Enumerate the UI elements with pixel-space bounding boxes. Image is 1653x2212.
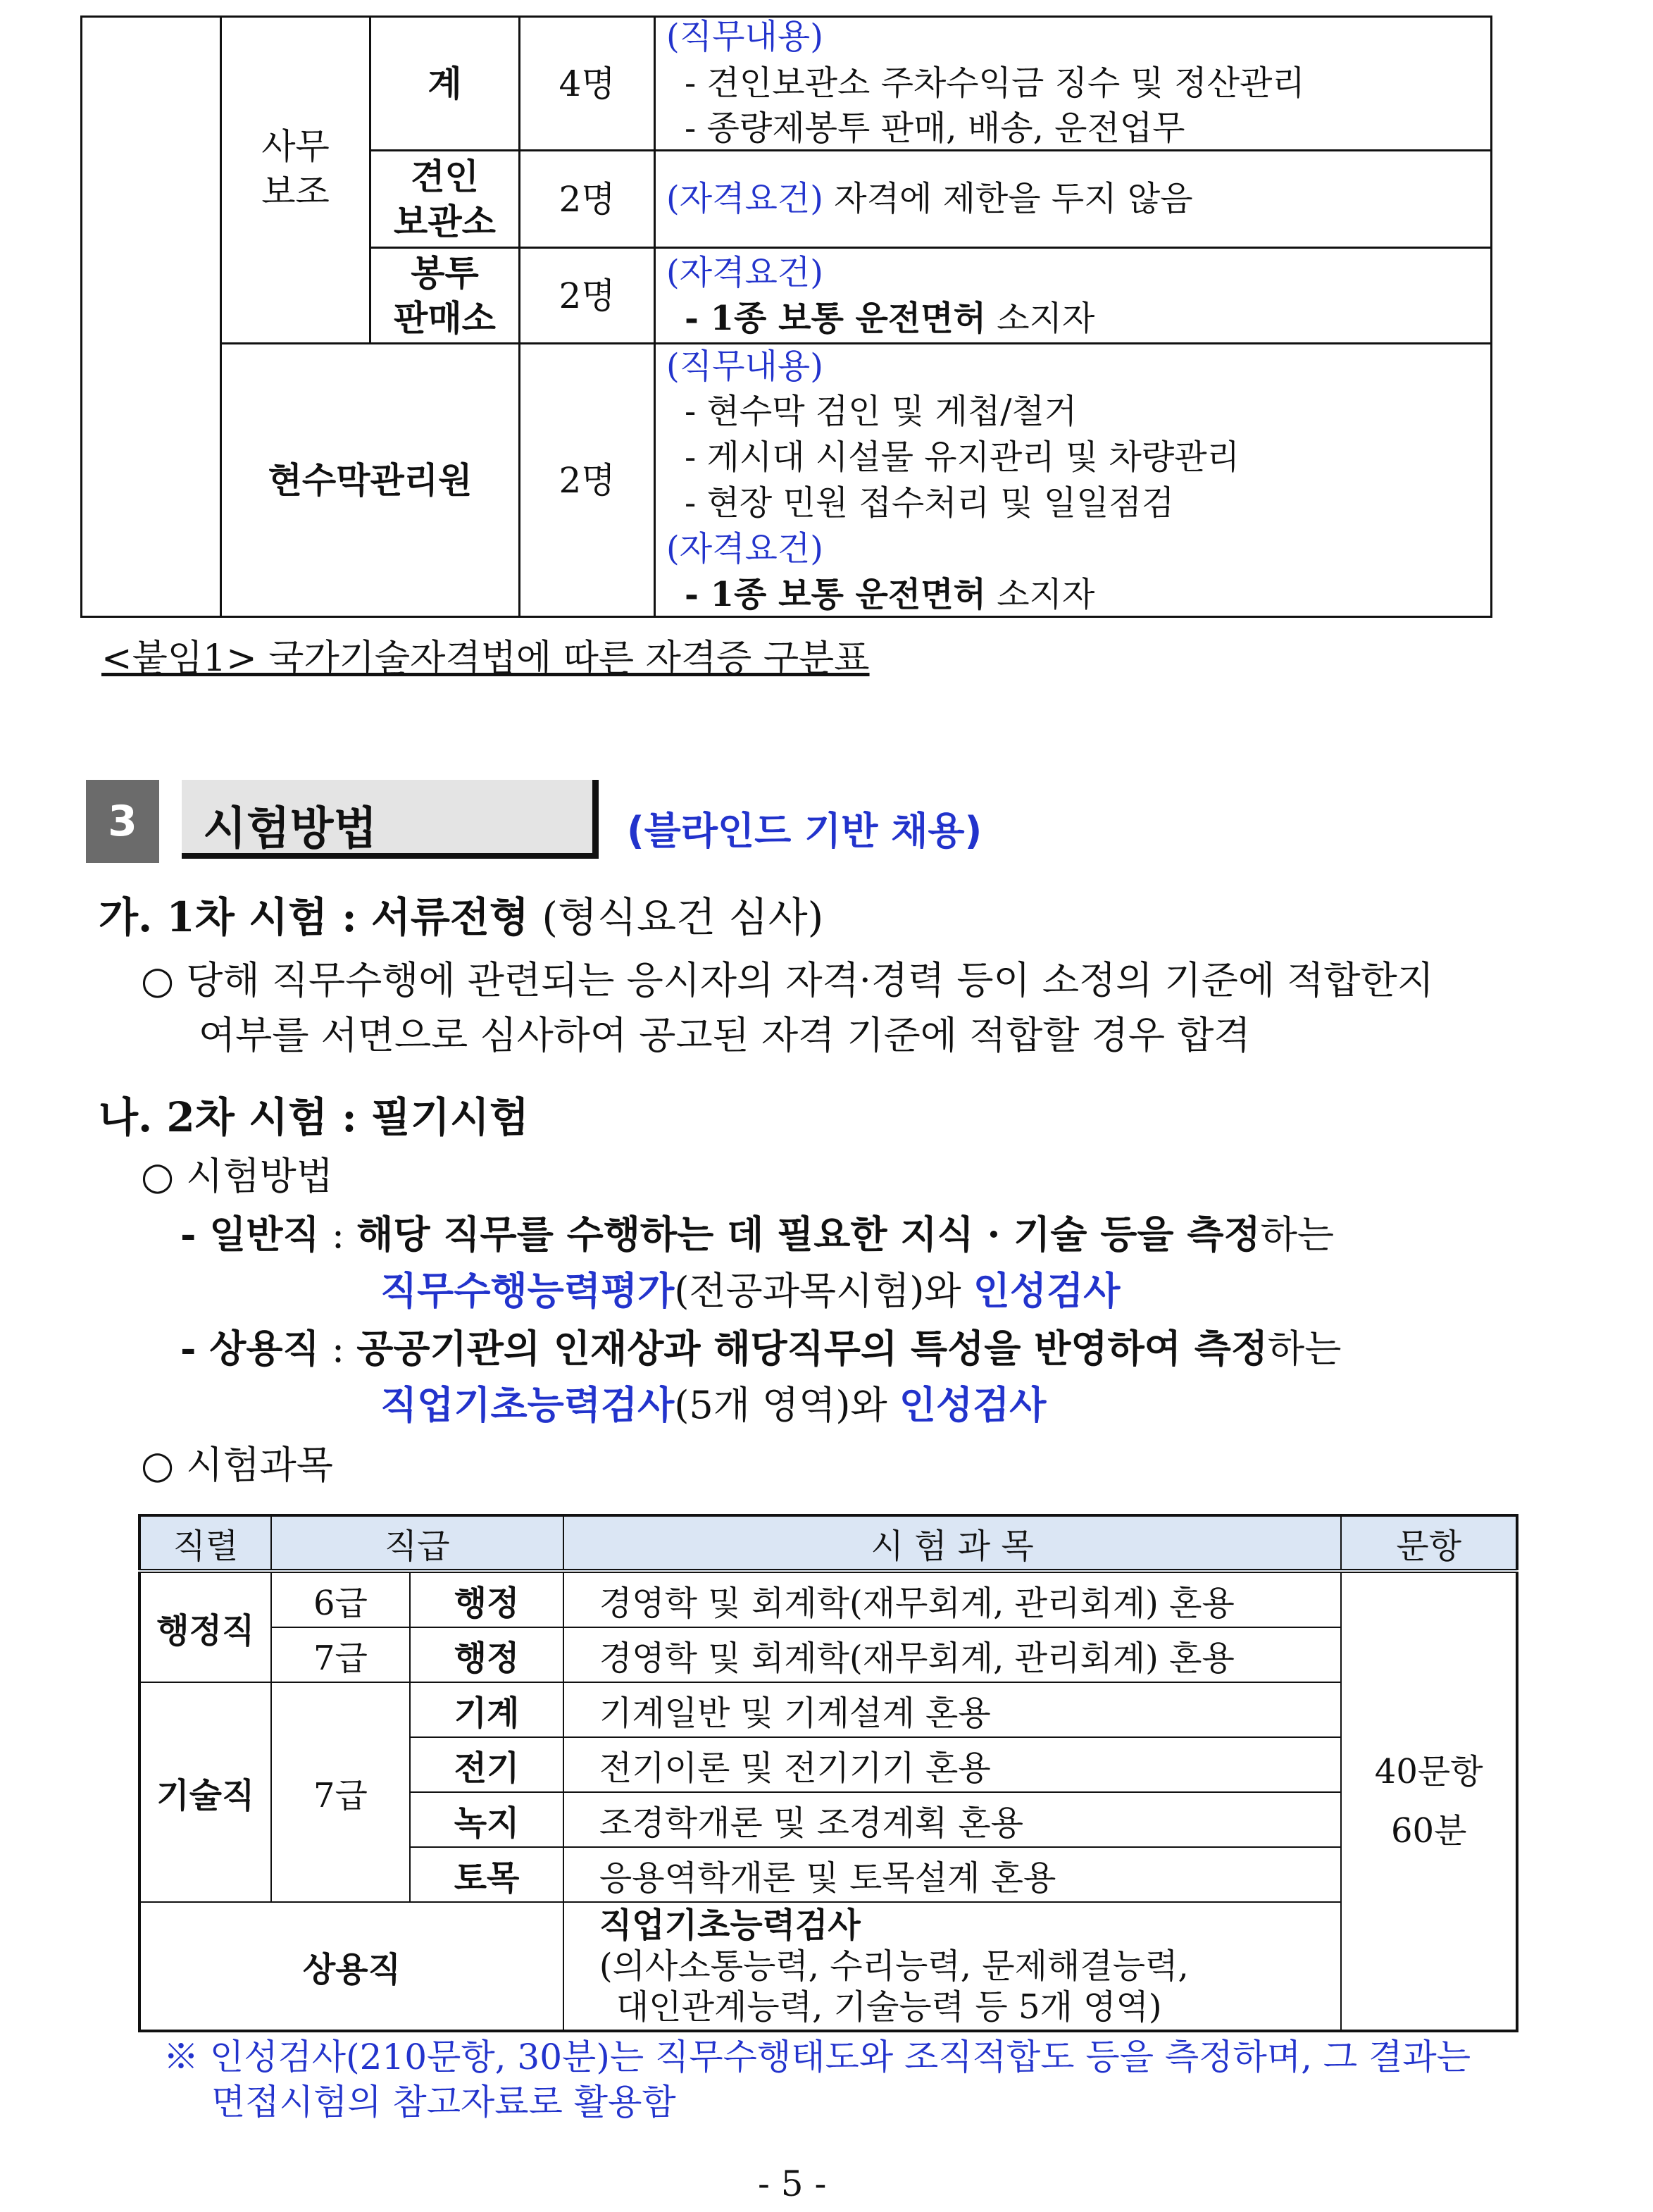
- page-number: - 5 -: [758, 2163, 827, 2204]
- footnote-line1: ※ 인성검사(210문항, 30분)는 직무수행태도와 조직적합도 등을 측정하며, 그 결과는: [163, 2037, 1471, 2077]
- admin-subject-6: 경영학 및 회계학(재무회계, 관리회계) 혼용: [563, 1571, 1342, 1627]
- common-group: 상용직: [139, 1902, 563, 2031]
- step1-heading: 가. 1차 시험 : 서류전형 (형식요건 심사): [99, 893, 824, 941]
- admin-field-6: 행정: [410, 1571, 563, 1627]
- row-towing-count: 2명: [559, 178, 616, 220]
- table-row: [139, 1627, 1517, 1682]
- boju-label: 보조: [261, 171, 330, 212]
- tech-grade: 7급: [271, 1682, 411, 1902]
- section-title: 시험방법: [203, 803, 378, 855]
- common-line1: - 상용직 : 공공기관의 인재상과 해당직무의 특성을 반영하여 측정하는: [180, 1326, 1342, 1371]
- row-total-duty-2: - 종량제봉투 판매, 배송, 운전업무: [685, 108, 1185, 148]
- general-line1: - 일반직 : 해당 직무를 수행하는 데 필요한 지식 · 기술 등을 측정하는: [180, 1212, 1335, 1257]
- subjects-label: ○ 시험과목: [141, 1443, 333, 1487]
- row-banner-name: 현수막관리원: [268, 459, 473, 501]
- admin-grade-6: 6급: [271, 1571, 411, 1627]
- table-row: [139, 1571, 1517, 1627]
- samu-label: 사무: [261, 126, 330, 167]
- tech-subject-elec: 전기이론 및 전기기기 혼용: [563, 1737, 1342, 1792]
- row-total-count: 4명: [559, 63, 616, 104]
- tech-subject-green: 조경학개론 및 조경계획 혼용: [563, 1792, 1342, 1847]
- tech-group: 기술직: [139, 1682, 271, 1902]
- row-total-name: 계: [428, 62, 462, 104]
- questions-cell: 40문항 60분: [1341, 1571, 1517, 2031]
- row-bag-count: 2명: [559, 275, 616, 316]
- row-bag-name: 봉투 판매소: [394, 251, 496, 339]
- general-line2: 직무수행능력평가(전공과목시험)와 인성검사: [380, 1268, 1121, 1313]
- tech-field-green: 녹지: [410, 1792, 563, 1847]
- section-number: 3: [86, 780, 159, 863]
- admin-field-7: 행정: [410, 1627, 563, 1682]
- step1-line1: ○ 당해 직무수행에 관련되는 응시자의 자격·경력 등이 소정의 기준에 적합한지: [141, 958, 1434, 1002]
- tech-subject-mech: 기계일반 및 기계설계 혼용: [563, 1682, 1342, 1737]
- table-row: [139, 1902, 1517, 2031]
- tech-subject-civil: 응용역학개론 및 토목설계 혼용: [563, 1847, 1342, 1902]
- row-total-duty-1: - 견인보관소 주차수익금 징수 및 정산관리: [685, 63, 1305, 103]
- row-total-duty-label: (직무내용): [666, 17, 823, 56]
- header-series: 직렬: [139, 1515, 271, 1571]
- table-row: [139, 1682, 1517, 1737]
- row-banner-count: 2명: [559, 459, 616, 501]
- exam-header-row: [139, 1515, 1517, 1571]
- header-grade: 직급: [271, 1515, 563, 1571]
- step1-line2: 여부를 서면으로 심사하여 공고된 자격 기준에 적합할 경우 합격: [199, 1013, 1251, 1057]
- attachment-note: <붙임1> 국가기술자격법에 따른 자격증 구분표: [101, 638, 870, 680]
- cell-samu-boju: [222, 120, 369, 218]
- row-banner-duty-2: - 게시대 시설물 유지관리 및 차량관리: [685, 437, 1240, 477]
- footnote-line2: 면접시험의 참고자료로 활용함: [211, 2082, 676, 2123]
- common-line2: 직업기초능력검사(5개 영역)와 인성검사: [380, 1382, 1047, 1427]
- row-bag-qual-label: (자격요건): [666, 253, 823, 292]
- admin-group: 행정직: [139, 1571, 271, 1682]
- tech-field-civil: 토목: [410, 1847, 563, 1902]
- admin-grade-7: 7급: [271, 1627, 411, 1682]
- row-banner-duty-3: - 현장 민원 접수처리 및 일일점검: [685, 483, 1175, 523]
- exam-table: [138, 1514, 1518, 2032]
- row-banner-duty-1: - 현수막 검인 및 게첩/철거: [685, 392, 1078, 431]
- row-banner-qual-label: (자격요건): [666, 529, 823, 568]
- row-towing-name: 견인 보관소: [394, 155, 496, 242]
- common-subject: 직업기초능력검사 (의사소통능력, 수리능력, 문제해결능력, 대인관계능력, 기술능력 등 5개 영역): [563, 1902, 1342, 2031]
- method-label: ○ 시험방법: [141, 1154, 333, 1198]
- header-subjects: 시 험 과 목: [563, 1515, 1342, 1571]
- tech-field-mech: 기계: [410, 1682, 563, 1737]
- section-subtitle: (블라인드 기반 채용): [627, 809, 983, 853]
- header-questions: 문항: [1341, 1515, 1517, 1571]
- row-banner-qual: - 1종 보통 운전면허 소지자: [685, 575, 1095, 614]
- row-banner-duty-label: (직무내용): [666, 347, 823, 386]
- step2-heading: 나. 2차 시험 : 필기시험: [99, 1093, 529, 1141]
- row-bag-qual: - 1종 보통 운전면허 소지자: [685, 299, 1095, 338]
- tech-field-elec: 전기: [410, 1737, 563, 1792]
- section-title-box: [182, 780, 599, 859]
- admin-subject-7: 경영학 및 회계학(재무회계, 관리회계) 혼용: [563, 1627, 1342, 1682]
- row-towing-qual: (자격요건) 자격에 제한을 두지 않음: [666, 179, 1193, 218]
